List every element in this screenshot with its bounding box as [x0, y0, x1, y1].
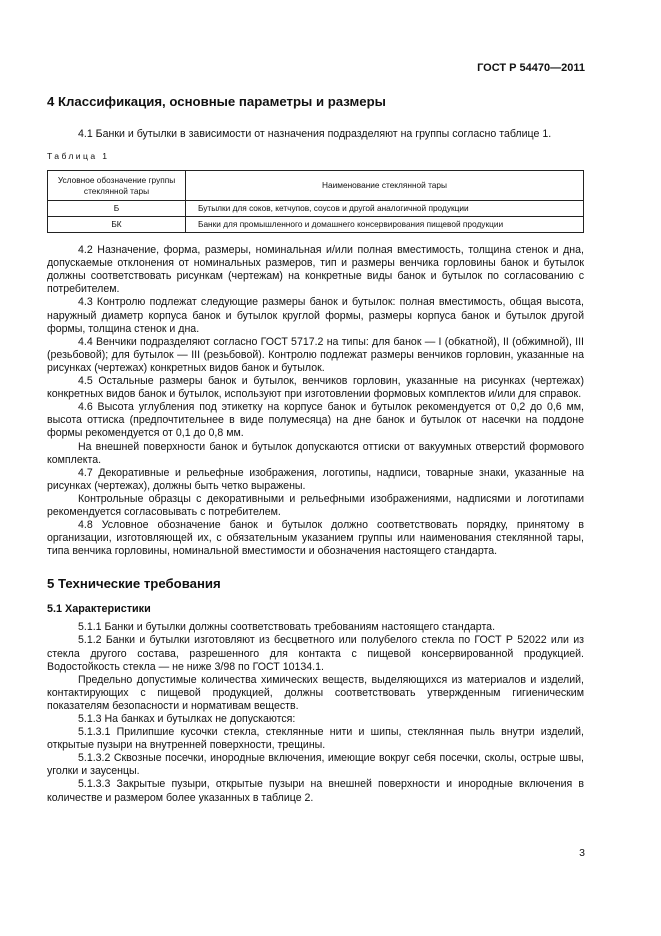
paragraph-4-1: 4.1 Банки и бутылки в зависимости от назначения подразделяют на группы согласно таблице 1.	[78, 128, 552, 140]
paragraph-5-1-2-note: Предельно допустимые количества химических веществ, выделяющихся из материалов и изделий, контактирующих с пищевой продукцией, должны соответствовать утвержденным гигиеническим показателям безопасности и нормативам веществ.	[47, 673, 584, 712]
table-header-row	[48, 171, 584, 201]
paragraph-4-7: 4.7 Декоративные и рельефные изображения, логотипы, надписи, товарные знаки, указанные на рисунках (чертежах), должны быть четко выражены.	[47, 466, 584, 492]
table-cell-code: Б	[48, 201, 186, 217]
page-content	[47, 92, 584, 805]
table-cell-name: Банки для промышленного и домашнего консервирования пищевой продукции	[186, 217, 584, 233]
paragraph-4-3: 4.3 Контролю подлежат следующие размеры банок и бутылок: полная вместимость, общая высота, наружный диаметр корпуса банок и бутылок круглой формы, размеры корпуса банок и бутылок другой формы, толщина стенок и дна.	[47, 296, 584, 335]
paragraph-5-1-3-2: 5.1.3.2 Сквозные посечки, инородные включения, имеющие вокруг себя посечки, сколы, острые швы, уголки и заусенцы.	[47, 752, 584, 778]
table-row	[48, 217, 584, 233]
standard-header: ГОСТ Р 54470—2011	[477, 62, 585, 74]
table-cell-name: Бутылки для соков, кетчупов, соусов и другой аналогичной продукции	[186, 201, 584, 217]
table-1	[47, 170, 584, 233]
subsection-5-1-title: 5.1 Характеристики	[47, 603, 151, 616]
section-5-title: 5 Технические требования	[47, 576, 221, 592]
paragraph-5-1-3: 5.1.3 На банках и бутылках не допускаются:	[78, 713, 296, 725]
paragraph-4-6: 4.6 Высота углубления под этикетку на корпусе банок и бутылок рекомендуется от 0,2 до 0,6 мм, высота оттиска (предпочтительнее в виде полумесяца) на дне банок и бутылок от насечки на поддоне формы рекомендуется от 0,1 до 0,8 мм.	[47, 401, 584, 440]
section-4-body	[47, 244, 584, 558]
table-header-group-code: Условное обозначение группы стеклянной тары	[48, 171, 186, 201]
paragraph-4-4: 4.4 Венчики подразделяют согласно ГОСТ 5717.2 на типы: для банок — I (обкатной), II (обжимной), III (резьбовой); для бутылок — III (резьбовой). Контролю подлежат размеры венчиков горловин, указанные на рисунках (чертежах) конкретных видов банок и бутылок.	[47, 335, 584, 374]
paragraph-4-7-note: Контрольные образцы с декоративными и рельефными изображениями, надписями и логотипами рекомендуется согласовывать с потребителем.	[47, 492, 584, 518]
paragraph-4-5: 4.5 Остальные размеры банок и бутылок, венчиков горловин, указанные на рисунках (чертежах) конкретных видов банок и бутылок, используют при изготовлении формовых комплектов и/или для справок.	[47, 375, 584, 401]
paragraph-5-1-3-3: 5.1.3.3 Закрытые пузыри, открытые пузыри на внешней поверхности и инородные включения в количестве и размером более указанных в таблице 2.	[47, 778, 584, 804]
table-row	[48, 201, 584, 217]
paragraph-5-1-1: 5.1.1 Банки и бутылки должны соответствовать требованиям настоящего стандарта.	[78, 621, 496, 634]
section-4-title: 4 Классификация, основные параметры и размеры	[47, 94, 386, 109]
paragraph-4-8: 4.8 Условное обозначение банок и бутылок должно соответствовать порядку, принятому в организации, изготовляющей их, с обязательным указанием группы или наименования стеклянной тары, типа венчика горловины, номинальной вместимости и обозначения настоящего стандарта.	[47, 519, 584, 558]
paragraph-4-2: 4.2 Назначение, форма, размеры, номинальная и/или полная вместимость, толщина стенок и дна, допускаемые отклонения от номинальных размеров, тип и размеры венчика горловины банок и бутылок должны соответствовать рисункам (чертежам) на конкретные виды банок и бутылок по согласованию с потребителем.	[47, 244, 584, 296]
table-1-caption: Таблица 1	[47, 151, 110, 162]
paragraph-5-1-2: 5.1.2 Банки и бутылки изготовляют из бесцветного или полубелого стекла по ГОСТ Р 52022 или из стекла другого состава, разрешенного для контакта с пищевой консервированной продукцией. Водостойкость стекла — не ниже 3/98 по ГОСТ 10134.1.	[47, 634, 584, 673]
page-number: 3	[579, 846, 585, 859]
paragraph-4-6-note: На внешней поверхности банок и бутылок допускаются оттиски от вакуумных отверстий формового комплекта.	[47, 440, 584, 466]
table-header-container-name: Наименование стеклянной тары	[186, 171, 584, 201]
table-cell-code: БК	[48, 217, 186, 233]
section-5-body	[47, 621, 584, 804]
paragraph-5-1-3-1: 5.1.3.1 Прилипшие кусочки стекла, стеклянные нити и шипы, стеклянная пыль внутри изделий, открытые пузыри на внутренней поверхности, трещины.	[47, 726, 584, 752]
